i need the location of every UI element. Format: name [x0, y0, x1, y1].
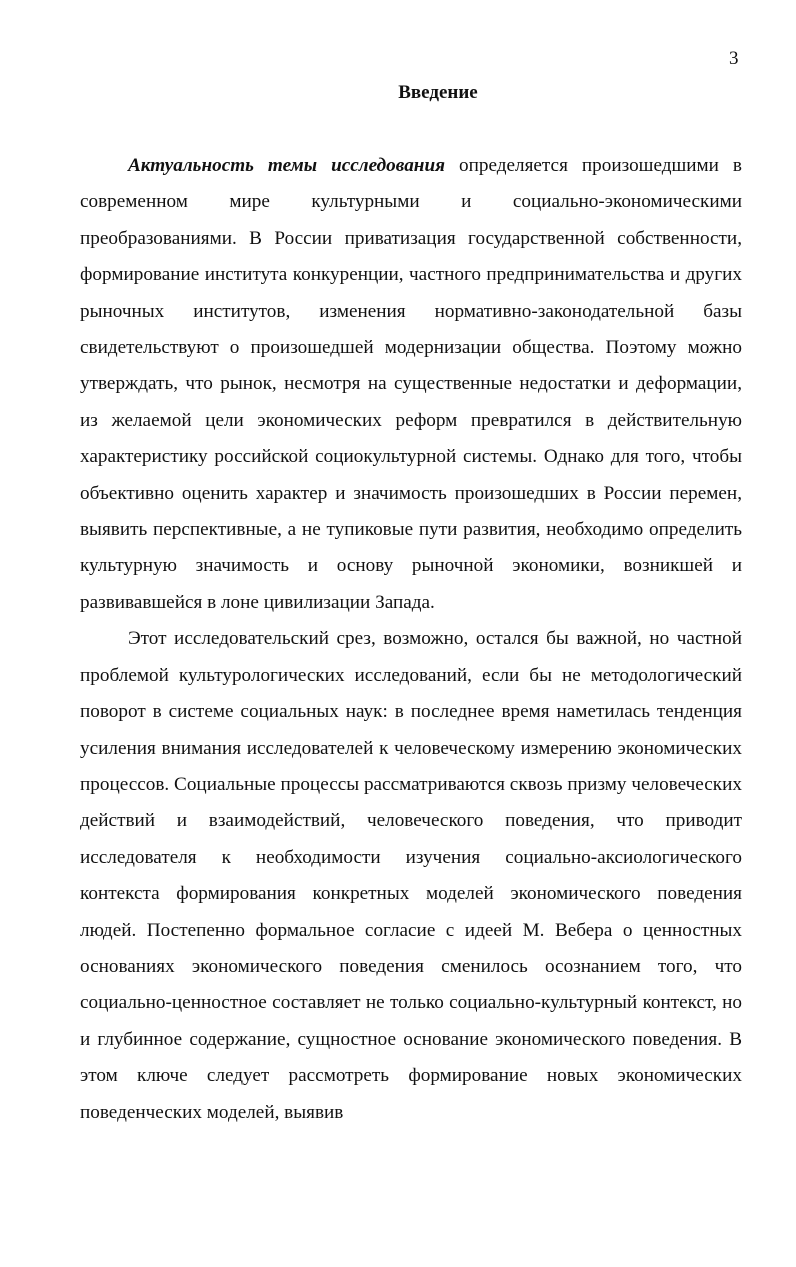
page-number: 3 — [729, 48, 739, 69]
paragraph-relevance — [80, 148, 742, 621]
document-body — [80, 148, 742, 1131]
page-title: Введение — [398, 82, 478, 103]
paragraph-text: Этот исследовательский срез, возможно, остался бы важной, но частной проблемой культурологических исследований, если бы не методологический поворот в системе социальных наук: в последнее время наметилась тенденция усиления внимания исследователей к человеческому измерению экономических процессов. Социальные процессы рассматриваются сквозь призму человеческих действий и взаимодействий, человеческого поведения, что приводит исследователя к необходимости изучения социально-аксиологического контекста формирования конкретных моделей экономического поведения людей. Постепенно формальное согласие с идеей М. Вебера о ценностных основаниях экономического поведения сменилось осознанием того, что социально-ценностное составляет не только социально-культурный контекст, но и глубинное содержание, сущностное основание экономического поведения. В этом ключе следует рассмотреть формирование новых экономических поведенческих моделей, выявив — [80, 628, 742, 1123]
relevance-lead-phrase: Актуальность темы исследования — [128, 155, 446, 176]
paragraph-text: определяется произошедшими в современном мире культурными и социально-экономическими преобразованиями. В России приватизация государственной собственности, формирование института конкуренции, частного предпринимательства и других рыночных институтов, изменения нормативно-законодательной базы свидетельствуют о произошедшей модернизации общества. Поэтому можно утверждать, что рынок, несмотря на существенные недостатки и деформации, из желаемой цели экономических реформ превратился в действительную характеристику российской социокультурной системы. Однако для того, чтобы объективно оценить характер и значимость произошедших в России перемен, выявить перспективные, а не тупиковые пути развития, необходимо определить культурную значимость и основу рыночной экономики, возникшей и развивавшейся в лоне цивилизации Запада. — [80, 155, 742, 613]
paragraph-research-slice — [80, 621, 742, 1131]
